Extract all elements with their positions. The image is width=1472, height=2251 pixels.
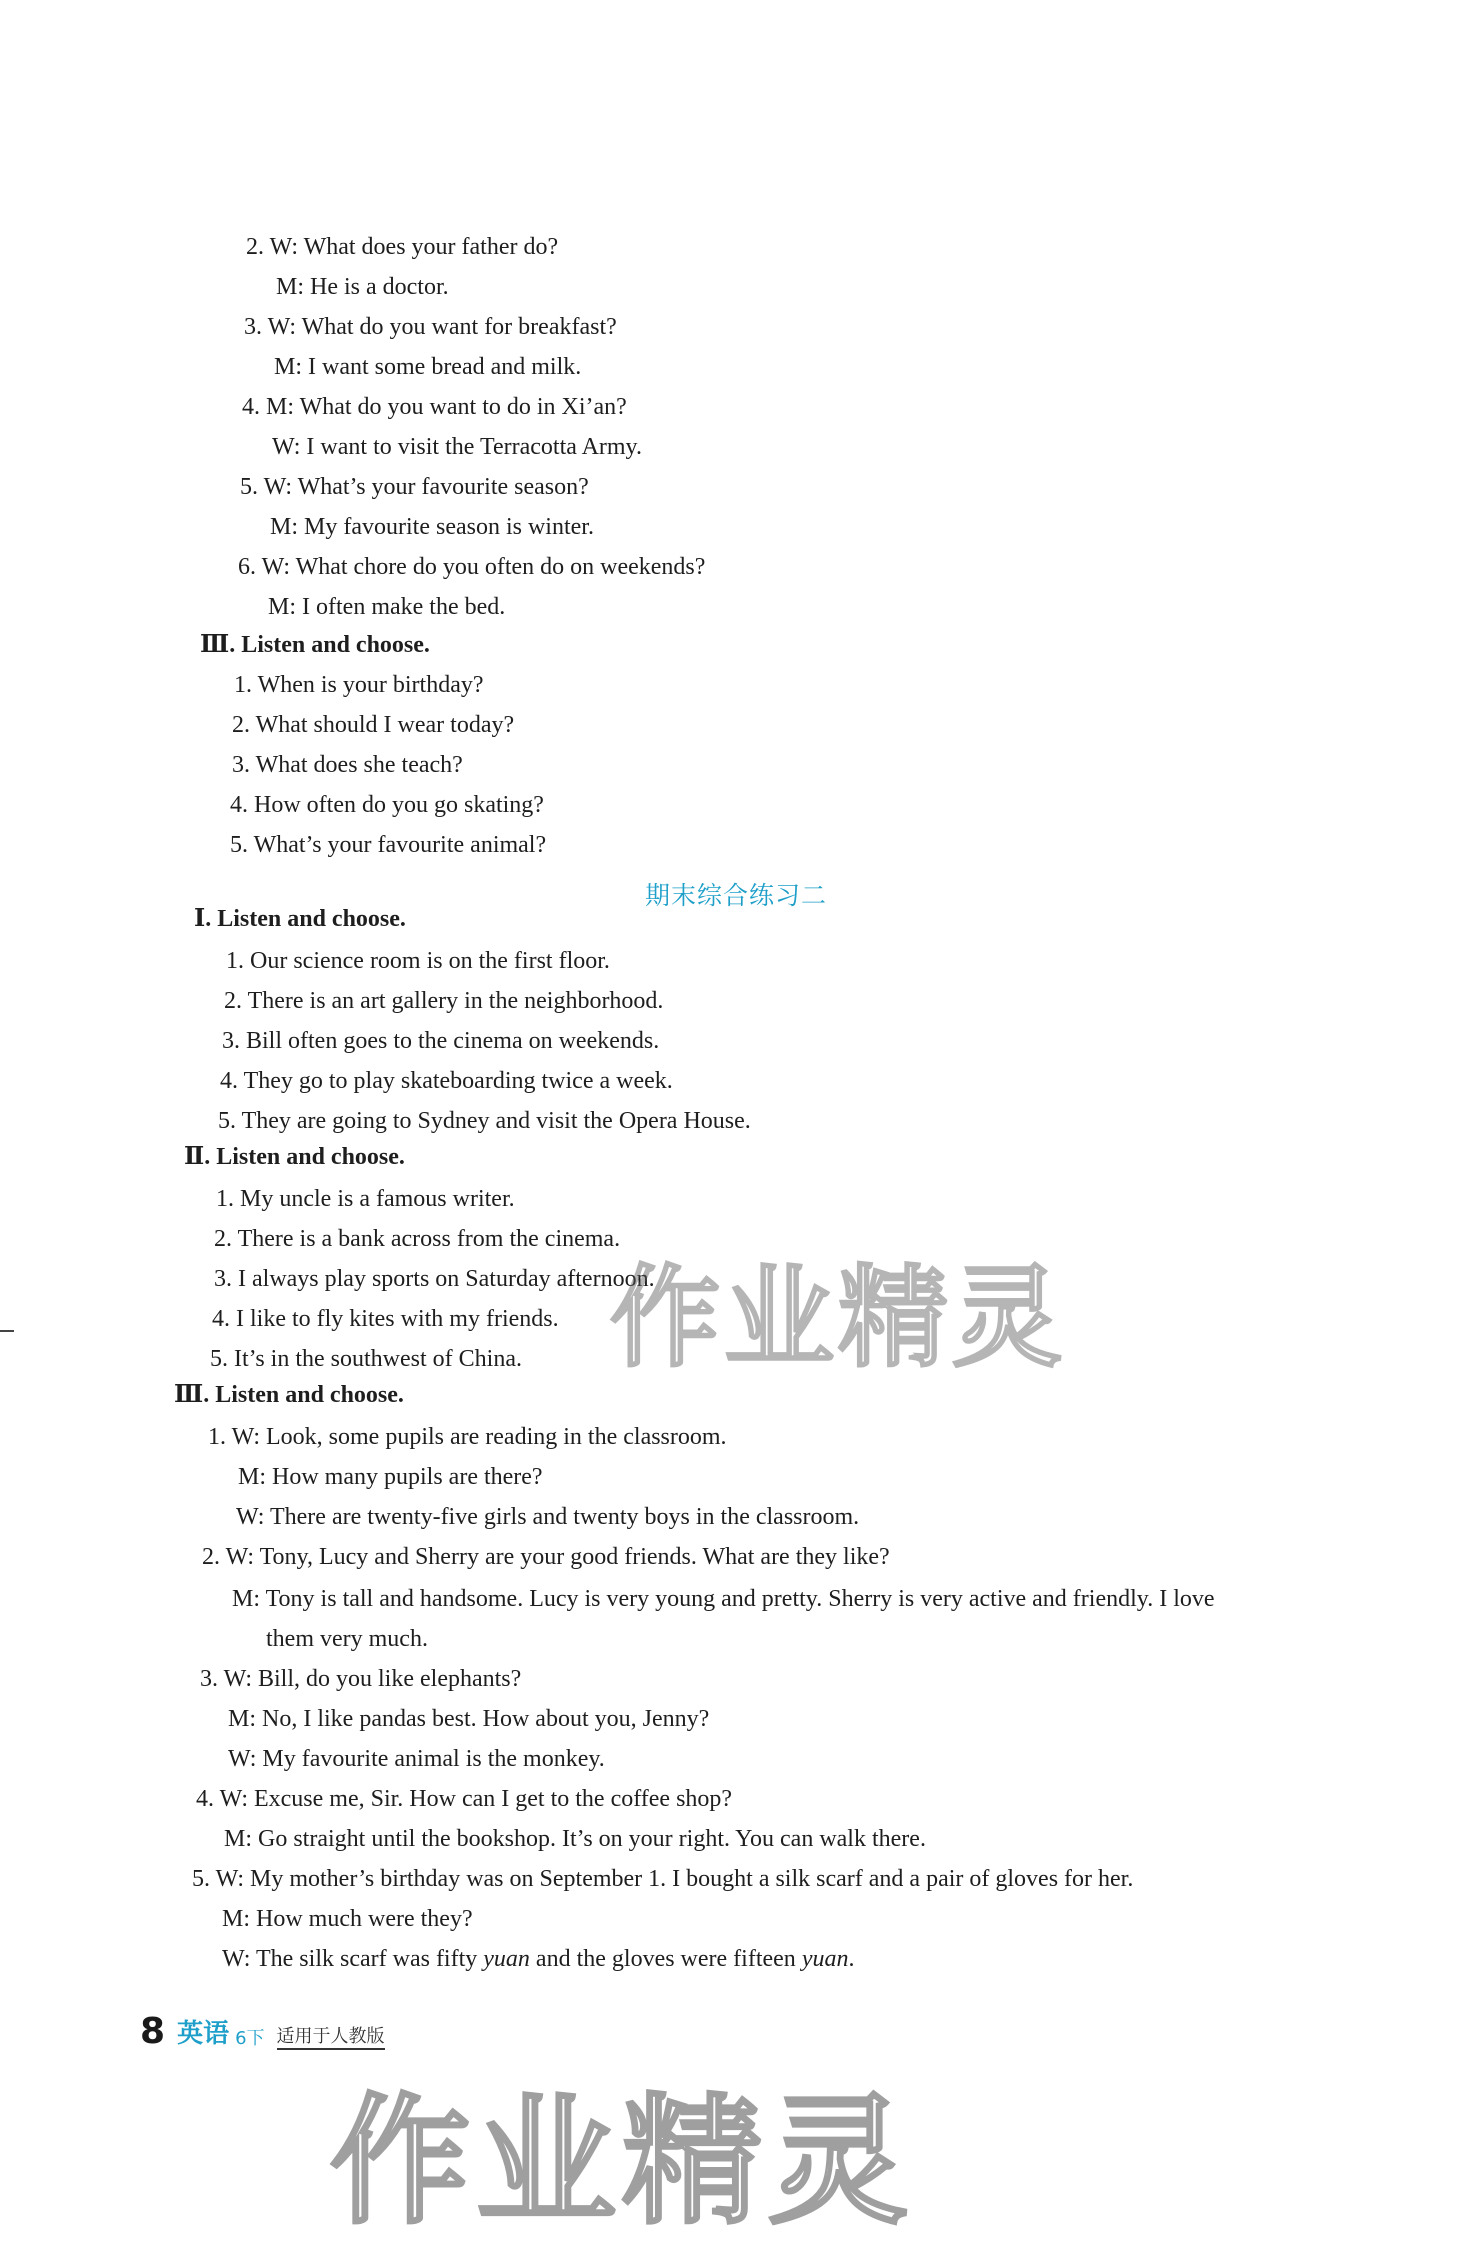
dialogue-line: M: No, I like pandas best. How about you, Jenny? bbox=[228, 1706, 710, 1732]
dialogue-line: 3. W: Bill, do you like elephants? bbox=[200, 1666, 522, 1692]
question-line: 3. What does she teach? bbox=[232, 752, 463, 778]
page-number: 8 bbox=[140, 2011, 166, 2052]
line-text: W: The silk scarf was fifty bbox=[222, 1946, 484, 1972]
watermark-logo: 作业精灵 bbox=[610, 1254, 1066, 1382]
sentence-line: 4. I like to fly kites with my friends. bbox=[212, 1306, 559, 1332]
section-heading: Ⅰ. Listen and choose. bbox=[194, 906, 406, 932]
section-heading: Ⅱ. Listen and choose. bbox=[184, 1144, 405, 1170]
dialogue-line: M: He is a doctor. bbox=[276, 274, 449, 300]
sentence-line: 1. My uncle is a famous writer. bbox=[216, 1186, 515, 1212]
dialogue-line: W: I want to visit the Terracotta Army. bbox=[272, 434, 642, 460]
question-line: 1. When is your birthday? bbox=[234, 672, 484, 698]
sentence-line: 5. It’s in the southwest of China. bbox=[210, 1346, 522, 1372]
dialogue-line: M: I want some bread and milk. bbox=[274, 354, 582, 380]
question-line: 2. What should I wear today? bbox=[232, 712, 515, 738]
dialogue-line: 6. W: What chore do you often do on weekends? bbox=[238, 554, 706, 580]
sentence-line: 2. There is a bank across from the cinema. bbox=[214, 1226, 621, 1252]
sentence-line: 5. They are going to Sydney and visit the Opera House. bbox=[218, 1108, 751, 1134]
question-line: 4. How often do you go skating? bbox=[230, 792, 544, 818]
dialogue-line: 2. W: Tony, Lucy and Sherry are your good friends. What are they like? bbox=[202, 1544, 890, 1570]
margin-mark bbox=[0, 1330, 14, 1332]
dialogue-line: 5. W: What’s your favourite season? bbox=[240, 474, 589, 500]
dialogue-line: 5. W: My mother’s birthday was on September 1. I bought a silk scarf and a pair of gloves for her. bbox=[192, 1866, 1134, 1892]
dialogue-line: 4. M: What do you want to do in Xi’an? bbox=[242, 394, 627, 420]
dialogue-line: 2. W: What does your father do? bbox=[246, 234, 559, 260]
edition-label: 适用于人教版 bbox=[277, 2022, 385, 2050]
dialogue-line: W: My favourite animal is the monkey. bbox=[228, 1746, 605, 1772]
dialogue-line: W: There are twenty-five girls and twenty boys in the classroom. bbox=[236, 1504, 860, 1530]
italic-currency: yuan bbox=[801, 1946, 849, 1972]
italic-currency: yuan bbox=[483, 1946, 530, 1972]
dialogue-line: them very much. bbox=[266, 1626, 428, 1652]
dialogue-line: M: Tony is tall and handsome. Lucy is very young and pretty. Sherry is very active and friendly. I love bbox=[232, 1586, 1215, 1612]
dialogue-line: M: How much were they? bbox=[222, 1906, 473, 1932]
subject-label: 英语 bbox=[177, 2019, 230, 2049]
dialogue-line: 1. W: Look, some pupils are reading in the classroom. bbox=[208, 1424, 727, 1450]
grade-label: 6下 bbox=[235, 2028, 265, 2049]
question-line: 5. What’s your favourite animal? bbox=[230, 832, 547, 858]
dialogue-line bbox=[222, 1944, 854, 1974]
sentence-line: 1. Our science room is on the first floor. bbox=[226, 948, 610, 974]
dialogue-line: 4. W: Excuse me, Sir. How can I get to the coffee shop? bbox=[196, 1786, 733, 1812]
watermark-logo: 作业精灵 bbox=[330, 2081, 915, 2244]
dialogue-line: M: I often make the bed. bbox=[268, 594, 506, 620]
line-text: . bbox=[848, 1946, 855, 1972]
sentence-line: 4. They go to play skateboarding twice a week. bbox=[220, 1068, 673, 1094]
sentence-line: 2. There is an art gallery in the neighborhood. bbox=[224, 988, 664, 1014]
dialogue-line: 3. W: What do you want for breakfast? bbox=[244, 314, 617, 340]
dialogue-line: M: Go straight until the bookshop. It’s on your right. You can walk there. bbox=[224, 1826, 926, 1852]
sentence-line: 3. I always play sports on Saturday afternoon. bbox=[214, 1266, 655, 1292]
line-text: and the gloves were fifteen bbox=[529, 1946, 802, 1972]
section-title: 期末综合练习二 bbox=[644, 881, 827, 910]
dialogue-line: M: How many pupils are there? bbox=[238, 1464, 543, 1490]
dialogue-line: M: My favourite season is winter. bbox=[270, 514, 594, 540]
sentence-line: 3. Bill often goes to the cinema on weekends. bbox=[222, 1028, 660, 1054]
page-footer bbox=[140, 2010, 385, 2050]
section-heading: Ⅲ. Listen and choose. bbox=[200, 632, 430, 658]
section-heading: Ⅲ. Listen and choose. bbox=[174, 1382, 404, 1408]
